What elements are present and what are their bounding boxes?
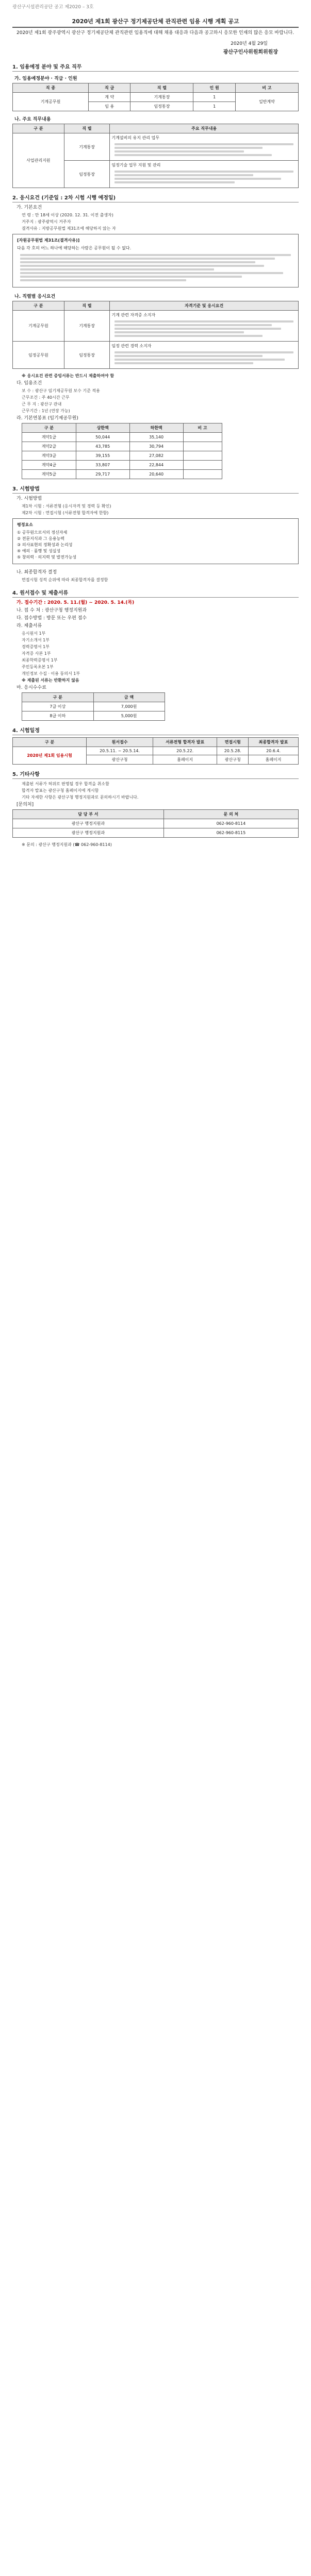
table-cell: 홈페이지 xyxy=(153,755,217,765)
list-item: 나. 최종합격자 결정 xyxy=(17,570,57,575)
requirement-note: ※ 응시요건 관련 증빙서류는 반드시 제출하여야 함 xyxy=(22,374,114,378)
table-cell: 홈페이지 xyxy=(249,755,299,765)
list-item: 근무조건 : 주 40시간 근무 xyxy=(22,395,70,400)
box-title: [자원공무원법 제31조(결격사유)] xyxy=(17,238,80,243)
subsection-heading: 나. 직렬별 응시요건 xyxy=(14,294,56,299)
table-cell: 광산구 행정지원과 xyxy=(13,828,164,838)
table-header: 하한액 xyxy=(129,423,183,433)
table-cell: 8급 이하 xyxy=(22,711,94,721)
table-cell: 20.5.22. xyxy=(153,747,217,755)
table-row xyxy=(22,451,222,461)
list-item: 라. 기본연봉표 (임기제공무원) xyxy=(17,416,78,421)
table-cell xyxy=(110,342,299,369)
table-header: 구 분 xyxy=(13,124,64,133)
contact-title: [문의처] xyxy=(17,802,34,807)
table-cell: 20.6.4. xyxy=(249,747,299,755)
table-cell: 계약2급 xyxy=(22,442,76,451)
table-row xyxy=(13,819,299,828)
list-item: 자격증 사본 1부 xyxy=(22,651,51,656)
list-item: 연 령 : 만 18세 이상 (2020. 12. 31. 이전 출생자) xyxy=(22,213,113,217)
list-item: 제1차 시험 : 서류전형 (응시자격 및 경력 등 확인) xyxy=(22,504,111,509)
table-cell: 임정통장 xyxy=(130,102,193,111)
table-cell xyxy=(183,451,222,461)
table-cell xyxy=(110,161,299,188)
box-line: ④ 예의 · 품행 및 성실성 xyxy=(17,549,61,553)
table-cell: 임정통장 xyxy=(64,342,110,369)
box-line: ⑤ 창의력 · 의지력 및 발전가능성 xyxy=(17,555,77,560)
evaluation-box xyxy=(12,518,299,564)
list-item: 결격사유 : 지방공무원법 제31조에 해당하지 않는 자 xyxy=(22,226,116,231)
table-cell: 임정공무원 xyxy=(13,342,64,369)
table-header: 원서접수 xyxy=(87,738,153,747)
list-item: 주민등록초본 1부 xyxy=(22,665,54,669)
table-header: 최종합격자 발표 xyxy=(249,738,299,747)
table-header: 인 원 xyxy=(193,83,235,93)
table-cell: 7급 이상 xyxy=(22,702,94,711)
section-heading: 5. 기타사항 xyxy=(12,770,299,779)
issuing-organization: 광산구인사위원회위원장 xyxy=(223,49,278,55)
table-header: 상한액 xyxy=(76,423,129,433)
table-row xyxy=(22,442,222,451)
list-item: 가. 시험방법 xyxy=(17,496,42,501)
table-cell: 27,082 xyxy=(129,451,183,461)
table-cell: 062-960-8114 xyxy=(163,819,298,828)
table-cell: 기계통장 xyxy=(130,93,193,102)
duty-detail-lines xyxy=(111,141,297,159)
table-row xyxy=(13,311,299,342)
table-cell: 7,000원 xyxy=(93,702,165,711)
table-header: 비 고 xyxy=(183,423,222,433)
table-header: 직 급 xyxy=(89,83,130,93)
table-row xyxy=(22,711,165,721)
list-item: 근무기간 : 1년 (연장 가능) xyxy=(22,409,70,413)
table-cell: 33,807 xyxy=(76,461,129,470)
table-cell: 35,140 xyxy=(129,433,183,442)
table-header: 직 렬 xyxy=(64,124,110,133)
list-item: 경력증명서 1부 xyxy=(22,645,50,649)
table-cell: 기계공무원 xyxy=(13,93,89,111)
list-item: 자기소개서 1부 xyxy=(22,638,50,642)
duties-table xyxy=(12,124,299,188)
table-cell: 2020년 제1회 임용시험 xyxy=(13,747,87,765)
list-item: 응시원서 1부 xyxy=(22,631,46,636)
breadcrumb: 광산구시설관리공단 공고 제2020 – 3호 xyxy=(12,5,94,10)
list-item: 제2차 시험 : 면접시험 (서류전형 합격자에 한함) xyxy=(22,511,109,515)
table-cell: 광산구 행정지원과 xyxy=(13,819,164,828)
fee-table xyxy=(22,692,165,721)
table-cell: 20.5.28. xyxy=(217,747,249,755)
list-item: 면접시험 성적 순위에 따라 최종합격자를 결정함 xyxy=(22,578,108,582)
salary-table xyxy=(22,423,222,479)
table-row xyxy=(22,461,222,470)
list-item: 라. 제출서류 xyxy=(17,623,42,629)
requirements-table xyxy=(12,301,299,369)
box-title: 평정요소 xyxy=(17,522,33,527)
box-detail-lines xyxy=(17,251,294,284)
requirement-text: 임정 관련 경력 소지자 xyxy=(111,344,152,348)
table-header: 문 의 처 xyxy=(163,810,298,819)
schedule-table xyxy=(12,737,299,765)
table-cell xyxy=(110,311,299,342)
list-item: 가. 기본요건 xyxy=(17,205,42,210)
table-header: 직 렬 xyxy=(130,83,193,93)
requirement-text: 기계 관련 자격증 소지자 xyxy=(111,313,156,317)
table-row xyxy=(22,470,222,479)
table-cell: 광산구청 xyxy=(87,755,153,765)
list-item: 거주지 : 광주광역시 거주자 xyxy=(22,219,71,224)
docs-note: ※ 제출된 서류는 반환하지 않음 xyxy=(22,678,79,683)
table-header: 직 종 xyxy=(13,83,89,93)
table-row xyxy=(13,747,299,755)
section-heading: 4. 원서접수 및 제출서류 xyxy=(12,588,299,598)
requirement-lines xyxy=(111,349,297,367)
table-header: 금 액 xyxy=(93,693,165,702)
table-cell: 5,000원 xyxy=(93,711,165,721)
section-heading: 3. 시험방법 xyxy=(12,484,299,494)
table-cell: 계약3급 xyxy=(22,451,76,461)
table-cell xyxy=(183,461,222,470)
list-item: 합격자 발표는 광산구청 홈페이지에 게시함 xyxy=(22,788,99,793)
table-cell: 사업관리지원 xyxy=(13,133,64,188)
disqualification-box xyxy=(12,234,299,287)
list-item: 다. 접수방법 : 방문 또는 우편 접수 xyxy=(17,616,87,621)
table-cell: 43,785 xyxy=(76,442,129,451)
table-cell: 기계통장 xyxy=(64,133,110,161)
duty-text: 기계설비의 유지 관리 업무 xyxy=(111,135,159,140)
section-heading: 1. 임용예정 분야 및 주요 직무 xyxy=(12,62,299,72)
table-cell: 임정통장 xyxy=(64,161,110,188)
subsection-heading: 나. 주요 직무내용 xyxy=(14,117,51,122)
page-title: 2020년 제1회 광산구 정기제공단체 관직관련 임용 시행 계획 공고 xyxy=(12,17,299,28)
intro-text: 2020년 제1회 광주광역시 광산구 정기제공단체 관직관련 임용직에 대해 채용 대응과 다음과 공고하시 응모한 인재의 많은 응모 바랍니다. xyxy=(17,30,294,36)
table-cell: 임 용 xyxy=(89,102,130,111)
table-cell: 일반계약 xyxy=(235,93,298,111)
list-item: 제출된 서류가 허위로 판명될 경우 합격을 취소함 xyxy=(22,782,109,786)
table-row xyxy=(22,702,165,711)
table-cell xyxy=(183,470,222,479)
section-heading: 4. 시험일정 xyxy=(12,726,299,735)
duty-text: 임정기술 업무 지원 및 관리 xyxy=(111,163,161,167)
table-cell: 29,717 xyxy=(76,470,129,479)
table-cell: 062-960-8115 xyxy=(163,828,298,838)
list-item: 최종학력증명서 1부 xyxy=(22,658,58,663)
table-cell xyxy=(183,433,222,442)
section-heading: 2. 응시요건 (기준일 : 2차 시험 시행 예정일) xyxy=(12,193,299,202)
table-row xyxy=(13,93,299,102)
contact-footer: ※ 문의 : 광산구 행정지원과 (☎ 062-960-8114) xyxy=(22,842,112,847)
table-cell: 30,794 xyxy=(129,442,183,451)
table-header: 구 분 xyxy=(22,423,76,433)
table-header: 구 분 xyxy=(13,738,87,747)
table-row xyxy=(13,133,299,161)
table-cell: 22,844 xyxy=(129,461,183,470)
table-cell: 1 xyxy=(193,93,235,102)
list-item: 보 수 : 광산구 임기제공무원 보수 기준 적용 xyxy=(22,388,100,393)
table-cell xyxy=(183,442,222,451)
table-cell xyxy=(110,133,299,161)
contact-table xyxy=(12,809,299,838)
table-header: 서류전형 합격자 발표 xyxy=(153,738,217,747)
table-cell: 50,044 xyxy=(76,433,129,442)
table-header: 비 고 xyxy=(235,83,298,93)
table-cell: 20,640 xyxy=(129,470,183,479)
subsection-heading: 가. 임용예정분야 · 직급 · 인원 xyxy=(14,76,77,81)
table-cell: 계 약 xyxy=(89,93,130,102)
table-header: 주요 직무내용 xyxy=(110,124,299,133)
duty-detail-lines xyxy=(111,168,297,186)
list-item: 다. 임용조건 xyxy=(17,381,42,386)
table-cell: 기계통장 xyxy=(64,311,110,342)
box-line: ① 공무원으로서의 정신자세 xyxy=(17,530,68,535)
requirement-lines xyxy=(111,318,297,340)
table-cell: 1 xyxy=(193,102,235,111)
box-line: ② 전문지식과 그 응용능력 xyxy=(17,536,65,541)
positions-table xyxy=(12,83,299,111)
table-header: 면접시험 xyxy=(217,738,249,747)
table-row xyxy=(22,433,222,442)
table-header: 구 분 xyxy=(22,693,94,702)
table-cell: 계약5급 xyxy=(22,470,76,479)
list-item: 마. 응시수수료 xyxy=(17,685,46,690)
list-item: 기타 자세한 사항은 광산구청 행정지원과로 문의하시기 바랍니다. xyxy=(22,795,139,800)
table-header: 직 렬 xyxy=(64,301,110,311)
table-header: 구 분 xyxy=(13,301,64,311)
table-row xyxy=(13,342,299,369)
list-item: 나. 접 수 처 : 광산구청 행정지원과 xyxy=(17,608,87,613)
table-cell: 계약4급 xyxy=(22,461,76,470)
table-cell: 20.5.11. ~ 20.5.14. xyxy=(87,747,153,755)
table-cell: 계약1급 xyxy=(22,433,76,442)
list-item: 근 무 지 : 광산구 관내 xyxy=(22,402,62,406)
table-cell: 광산구청 xyxy=(217,755,249,765)
table-cell: 기계공무원 xyxy=(13,311,64,342)
list-item: 가. 접수기간 : 2020. 5. 11.(월) ~ 2020. 5. 14.(목) xyxy=(17,600,135,605)
announcement-date: 2020년 4월 29일 xyxy=(231,41,268,46)
table-row xyxy=(13,828,299,838)
table-header: 자격기준 및 응시요건 xyxy=(110,301,299,311)
table-header: 담 당 부 서 xyxy=(13,810,164,819)
box-line: ③ 의사표현의 정확성과 논리성 xyxy=(17,543,73,547)
list-item: 개인정보 수집 · 이용 동의서 1부 xyxy=(22,671,80,676)
table-cell: 39,155 xyxy=(76,451,129,461)
box-text: 다음 각 호의 어느 하나에 해당하는 사람은 공무원이 될 수 없다. xyxy=(17,246,132,250)
